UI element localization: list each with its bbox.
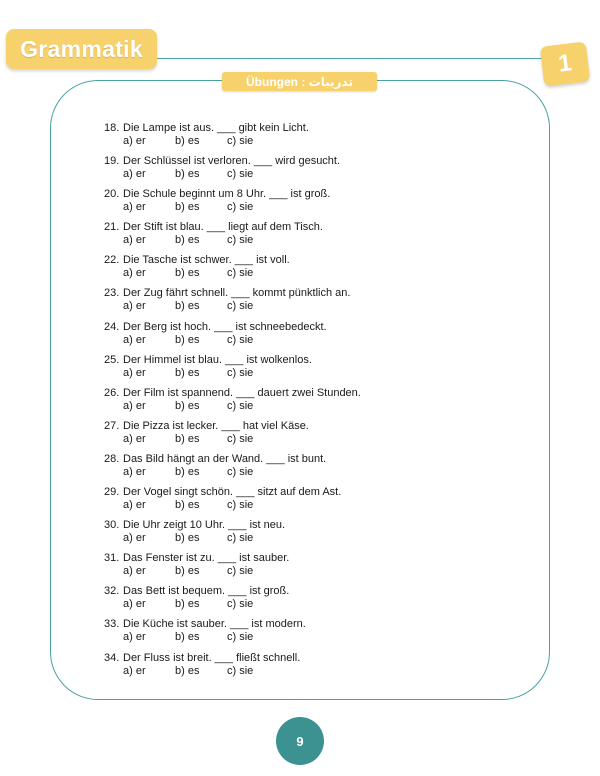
answer-option: c) sie bbox=[227, 532, 254, 545]
answer-option: c) sie bbox=[227, 465, 254, 478]
question-line bbox=[104, 453, 524, 466]
question-number: 34. bbox=[104, 651, 120, 664]
answer-option: a) er bbox=[123, 465, 146, 478]
question-line bbox=[104, 552, 524, 565]
question-line bbox=[104, 519, 524, 532]
question-line bbox=[104, 486, 524, 499]
question-item bbox=[104, 254, 524, 287]
answer-option: a) er bbox=[123, 300, 146, 313]
answer-option: a) er bbox=[123, 168, 146, 181]
answer-option: c) sie bbox=[227, 366, 254, 379]
question-number: 21. bbox=[104, 221, 120, 234]
answer-options bbox=[123, 400, 524, 413]
question-text: Der Himmel ist blau. ___ ist wolkenlos. bbox=[123, 353, 312, 366]
answer-option: c) sie bbox=[227, 234, 254, 247]
question-number: 25. bbox=[104, 353, 120, 366]
question-item bbox=[104, 519, 524, 552]
question-number: 26. bbox=[104, 386, 120, 399]
page-number-circle bbox=[276, 717, 324, 765]
question-list bbox=[104, 122, 524, 685]
answer-option: c) sie bbox=[227, 631, 254, 644]
exercise-tab-label: Übungen : تدريبات bbox=[246, 74, 353, 89]
question-item bbox=[104, 585, 524, 618]
question-line bbox=[104, 188, 524, 201]
answer-option: c) sie bbox=[227, 333, 254, 346]
answer-option: c) sie bbox=[227, 598, 254, 611]
answer-option: c) sie bbox=[227, 267, 254, 280]
answer-option: b) es bbox=[175, 432, 200, 445]
answer-option: b) es bbox=[175, 532, 200, 545]
answer-option: a) er bbox=[123, 333, 146, 346]
question-number: 24. bbox=[104, 320, 120, 333]
question-text: Die Küche ist sauber. ___ ist modern. bbox=[123, 618, 306, 631]
question-text: Die Tasche ist schwer. ___ ist voll. bbox=[123, 254, 290, 267]
answer-option: b) es bbox=[175, 267, 200, 280]
answer-option: a) er bbox=[123, 366, 146, 379]
answer-option: b) es bbox=[175, 333, 200, 346]
question-number: 29. bbox=[104, 486, 120, 499]
answer-options bbox=[123, 300, 524, 313]
answer-option: b) es bbox=[175, 664, 200, 677]
answer-option: b) es bbox=[175, 201, 200, 214]
answer-options bbox=[123, 135, 524, 148]
answer-options bbox=[123, 532, 524, 545]
answer-option: b) es bbox=[175, 300, 200, 313]
question-line bbox=[104, 254, 524, 267]
answer-options bbox=[123, 334, 524, 347]
answer-option: b) es bbox=[175, 598, 200, 611]
question-text: Das Fenster ist zu. ___ ist sauber. bbox=[123, 552, 290, 565]
answer-option: b) es bbox=[175, 135, 200, 147]
answer-options bbox=[123, 466, 524, 479]
answer-options bbox=[123, 565, 524, 578]
answer-option: a) er bbox=[123, 499, 146, 512]
answer-option: c) sie bbox=[227, 432, 254, 445]
question-text: Die Pizza ist lecker. ___ hat viel Käse. bbox=[123, 419, 309, 432]
question-text: Der Schlüssel ist verloren. ___ wird gesucht. bbox=[123, 155, 341, 168]
answer-option: a) er bbox=[123, 201, 146, 214]
question-number: 20. bbox=[104, 188, 120, 201]
answer-option: c) sie bbox=[227, 201, 254, 214]
question-item bbox=[104, 486, 524, 519]
page-number: 9 bbox=[296, 733, 304, 749]
answer-option: b) es bbox=[175, 499, 200, 512]
answer-option: c) sie bbox=[227, 565, 254, 578]
exercise-tab bbox=[222, 72, 377, 91]
question-item bbox=[104, 155, 524, 188]
question-item bbox=[104, 652, 524, 685]
answer-option: a) er bbox=[123, 598, 146, 611]
question-line bbox=[104, 321, 524, 334]
question-item bbox=[104, 287, 524, 320]
question-text: Der Zug fährt schnell. ___ kommt pünktlich an. bbox=[123, 287, 351, 300]
question-item bbox=[104, 420, 524, 453]
answer-option: b) es bbox=[175, 168, 200, 181]
answer-options bbox=[123, 168, 524, 181]
chapter-number: 1 bbox=[556, 49, 574, 78]
question-number: 28. bbox=[104, 452, 120, 465]
answer-option: a) er bbox=[123, 664, 146, 677]
question-line bbox=[104, 221, 524, 234]
question-line bbox=[104, 287, 524, 300]
answer-option: b) es bbox=[175, 465, 200, 478]
answer-option: c) sie bbox=[227, 135, 254, 147]
answer-options bbox=[123, 499, 524, 512]
question-item bbox=[104, 354, 524, 387]
answer-option: a) er bbox=[123, 565, 146, 578]
header-divider bbox=[157, 58, 545, 59]
question-line bbox=[104, 354, 524, 367]
answer-option: a) er bbox=[123, 234, 146, 247]
answer-options bbox=[123, 433, 524, 446]
answer-option: c) sie bbox=[227, 168, 254, 181]
question-number: 32. bbox=[104, 585, 120, 598]
answer-option: b) es bbox=[175, 631, 200, 644]
answer-option: a) er bbox=[123, 399, 146, 412]
question-text: Der Berg ist hoch. ___ ist schneebedeckt. bbox=[123, 320, 327, 333]
answer-option: b) es bbox=[175, 399, 200, 412]
answer-option: b) es bbox=[175, 565, 200, 578]
answer-option: c) sie bbox=[227, 499, 254, 512]
question-text: Die Uhr zeigt 10 Uhr. ___ ist neu. bbox=[123, 519, 286, 532]
answer-options bbox=[123, 201, 524, 214]
question-item bbox=[104, 221, 524, 254]
question-line bbox=[104, 387, 524, 400]
question-number: 27. bbox=[104, 419, 120, 432]
question-text: Der Film ist spannend. ___ dauert zwei Stunden. bbox=[123, 386, 361, 399]
question-number: 19. bbox=[104, 155, 120, 168]
section-title-badge bbox=[6, 29, 157, 69]
answer-option: c) sie bbox=[227, 300, 254, 313]
answer-option: a) er bbox=[123, 432, 146, 445]
question-text: Der Vogel singt schön. ___ sitzt auf dem Ast. bbox=[123, 486, 342, 499]
question-number: 22. bbox=[104, 254, 120, 267]
question-number: 18. bbox=[104, 122, 120, 134]
question-line bbox=[104, 122, 524, 135]
question-text: Der Stift ist blau. ___ liegt auf dem Tisch. bbox=[123, 221, 323, 234]
answer-option: a) er bbox=[123, 267, 146, 280]
question-text: Das Bild hängt an der Wand. ___ ist bunt. bbox=[123, 452, 327, 465]
question-item bbox=[104, 618, 524, 651]
question-item bbox=[104, 321, 524, 354]
question-line bbox=[104, 420, 524, 433]
question-text: Die Lampe ist aus. ___ gibt kein Licht. bbox=[123, 122, 309, 134]
question-number: 30. bbox=[104, 519, 120, 532]
question-text: Das Bett ist bequem. ___ ist groß. bbox=[123, 585, 290, 598]
question-item bbox=[104, 188, 524, 221]
answer-option: c) sie bbox=[227, 399, 254, 412]
question-line bbox=[104, 155, 524, 168]
question-text: Die Schule beginnt um 8 Uhr. ___ ist groß. bbox=[123, 188, 331, 201]
section-title: Grammatik bbox=[20, 35, 143, 62]
answer-option: c) sie bbox=[227, 664, 254, 677]
answer-options bbox=[123, 267, 524, 280]
answer-options bbox=[123, 665, 524, 678]
question-item bbox=[104, 453, 524, 486]
answer-option: a) er bbox=[123, 631, 146, 644]
question-item bbox=[104, 552, 524, 585]
question-line bbox=[104, 585, 524, 598]
question-line bbox=[104, 618, 524, 631]
question-number: 33. bbox=[104, 618, 120, 631]
question-text: Der Fluss ist breit. ___ fließt schnell. bbox=[123, 651, 301, 664]
answer-option: a) er bbox=[123, 532, 146, 545]
answer-option: b) es bbox=[175, 366, 200, 379]
question-item bbox=[104, 122, 524, 155]
question-line bbox=[104, 652, 524, 665]
answer-option: b) es bbox=[175, 234, 200, 247]
answer-options bbox=[123, 631, 524, 644]
question-number: 23. bbox=[104, 287, 120, 300]
answer-options bbox=[123, 234, 524, 247]
question-number: 31. bbox=[104, 552, 120, 565]
answer-options bbox=[123, 598, 524, 611]
chapter-badge bbox=[540, 41, 591, 86]
answer-options bbox=[123, 367, 524, 380]
answer-option: a) er bbox=[123, 135, 146, 147]
question-item bbox=[104, 387, 524, 420]
